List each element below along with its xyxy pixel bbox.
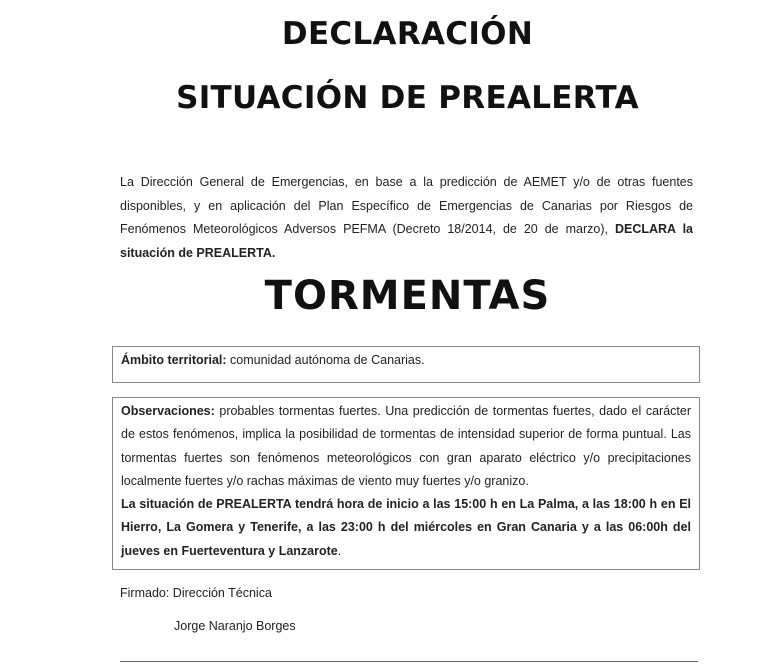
observaciones-label: Observaciones: <box>121 404 215 418</box>
ambito-label: Ámbito territorial: <box>121 353 227 367</box>
schedule-end: . <box>337 543 342 558</box>
intro-declaration: DECLARA la situación de PREALERTA. <box>120 222 693 260</box>
observaciones-text: probables tormentas fuertes. Una predicción de tormentas fuertes, dado el carácter de estos fenómenos, implica la posibilidad de tormentas de intensidad superior de forma puntual. Las tormentas fuertes son fenómenos meteorológicos con gran aparato eléctrico y/o precipitaciones localmente fuertes y/o rachas máximas de viento muy fuertes y/o granizo. <box>121 404 691 488</box>
intro-text: La Dirección General de Emergencias, en base a la predicción de AEMET y/o de otras fuentes disponibles, y en aplicación del Plan Específico de Emergencias de Canarias por Riesgos de Fenómenos Meteorológicos Adversos PEFMA (Decreto 18/2014, de 20 de marzo), <box>120 175 693 236</box>
intro-paragraph <box>120 171 693 265</box>
document-subtitle: SITUACIÓN DE PREALERTA <box>176 80 639 116</box>
hazard-title: TORMENTAS <box>264 273 551 319</box>
signed-by: Firmado: Dirección Técnica <box>120 586 272 600</box>
observaciones-schedule <box>121 493 691 563</box>
signer-name: Jorge Naranjo Borges <box>174 619 296 633</box>
schedule-text: La situación de PREALERTA tendrá hora de inicio a las 15:00 h en La Palma, a las 18:00 h en El Hierro, La Gomera y Tenerife, a las 23:00 h del miércoles en Gran Canaria y a las 06:00h del jueves en Fuerteventura y Lanzarote <box>121 497 691 558</box>
footer-divider <box>120 661 698 662</box>
ambito-value: comunidad autónoma de Canarias. <box>226 353 425 367</box>
observaciones-box <box>112 397 700 570</box>
document-title: DECLARACIÓN <box>281 16 534 52</box>
ambito-box <box>112 346 700 383</box>
